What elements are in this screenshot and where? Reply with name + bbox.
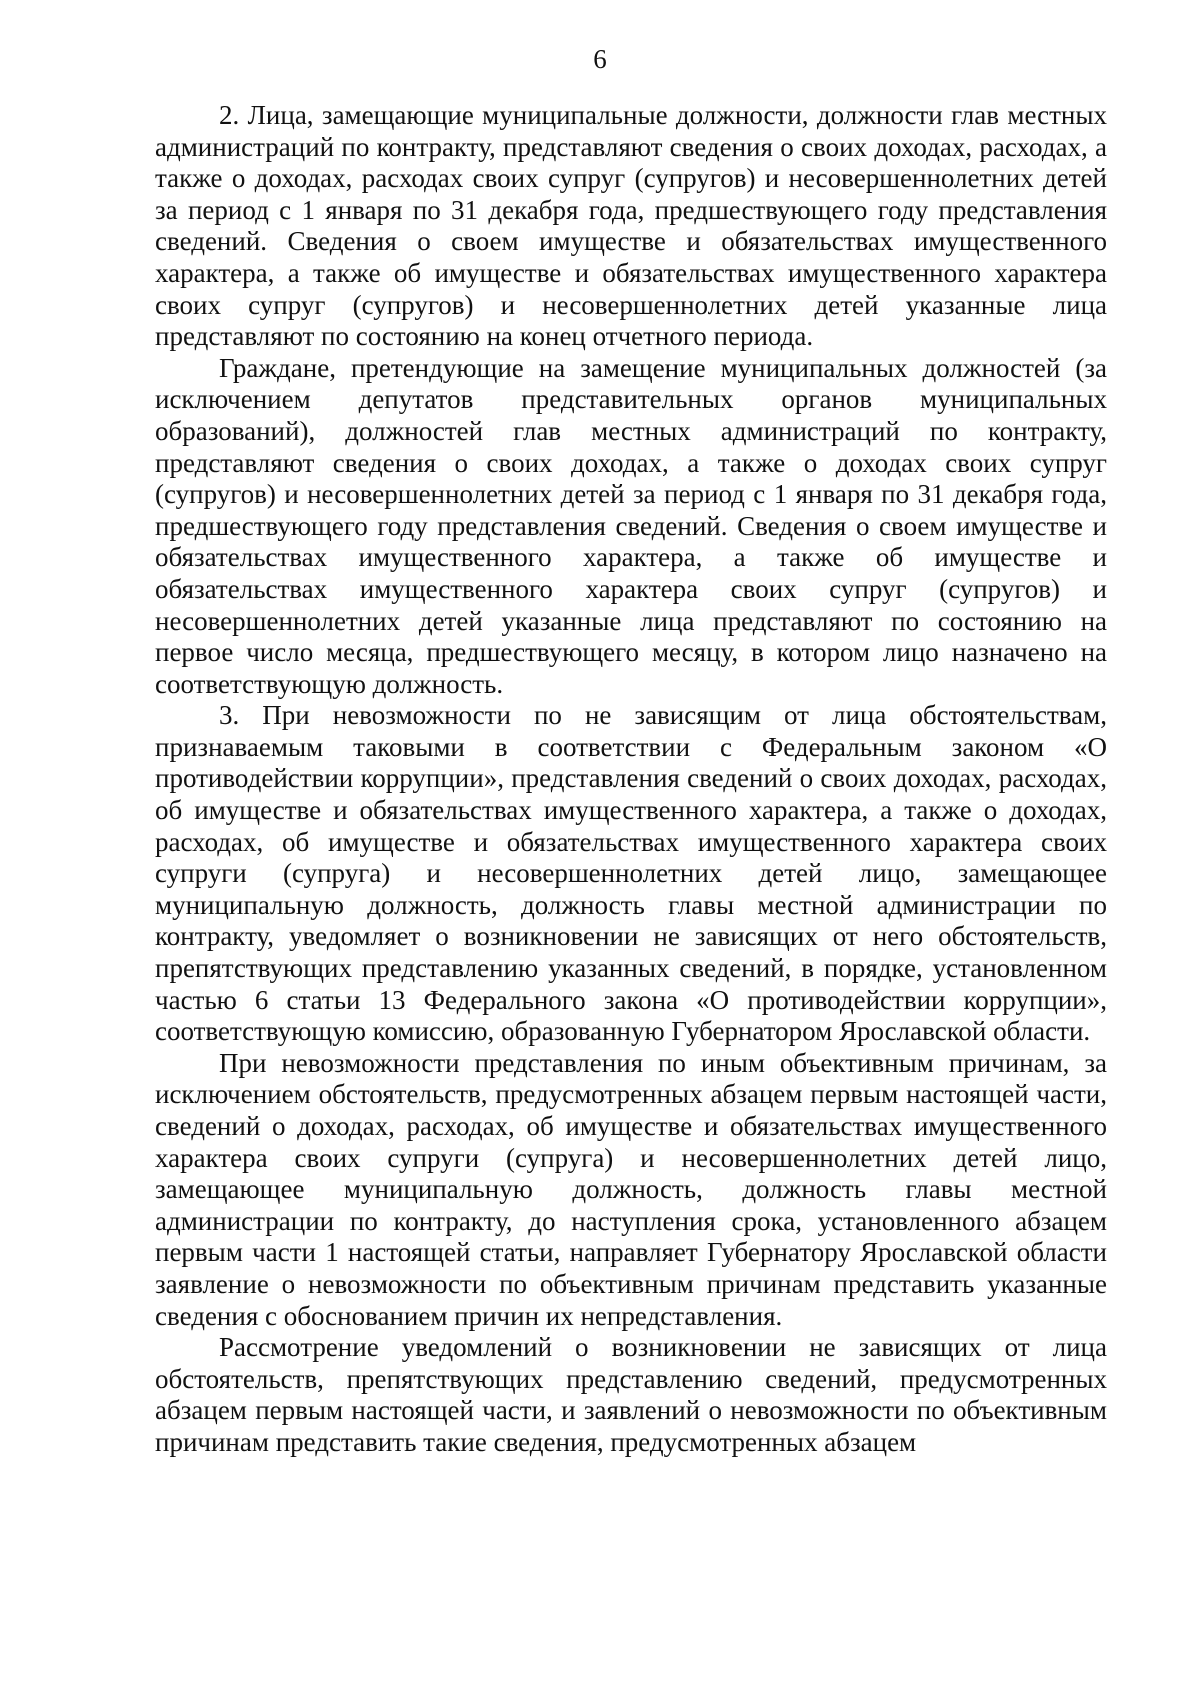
page-number: 6 [593, 44, 607, 74]
paragraph-citizens: Граждане, претендующие на замещение муниципальных должностей (за исключением депутатов представительных органов муниципальных образований), должностей глав местных администраций по контракту, представляют сведения о своих доходах, а также о доходах своих супруг (супругов) и несовершеннолетних детей за период с 1 января по 31 декабря года, предшествующего году представления сведений. Сведения о своем имуществе и обязательствах имущественного характера, а также об имуществе и обязательствах имущественного характера своих супруг (супругов) и несовершеннолетних детей указанные лица представляют по состоянию на первое число месяца, предшествующего месяцу, в котором лицо назначено на соответствующую должность. [155, 352, 1107, 699]
paragraph-review: Рассмотрение уведомлений о возникновении не зависящих от лица обстоятельств, препятствующих представлению сведений, предусмотренных абзацем первым настоящей части, и заявлений о невозможности по объективным причинам представить такие сведения, предусмотренных абзацем [155, 1332, 1107, 1457]
document-body [155, 100, 1107, 1459]
paragraph-other-reasons: При невозможности представления по иным объективным причинам, за исключением обстоятельств, предусмотренных абзацем первым настоящей части, сведений о доходах, расходах, об имуществе и обязательствах имущественного характера своих супруги (супруга) и несовершеннолетних детей лицо, замещающее муниципальную должность, должность главы местной администрации по контракту, до наступления срока, установленного абзацем первым части 1 настоящей статьи, направляет Губернатору Ярославской области заявление о невозможности по объективным причинам представить указанные сведения с обоснованием причин их непредставления. [155, 1047, 1107, 1331]
paragraph-2: 2. Лица, замещающие муниципальные должности, должности глав местных администраций по контракту, представляют сведения о своих доходах, расходах, а также о доходах, расходах своих супруг (супругов) и несовершеннолетних детей за период с 1 января по 31 декабря года, предшествующего году представления сведений. Сведения о своем имуществе и обязательствах имущественного характера, а также об имуществе и обязательствах имущественного характера своих супруг (супругов) и несовершеннолетних детей указанные лица представляют по состоянию на конец отчетного периода. [155, 100, 1107, 352]
paragraph-3: 3. При невозможности по не зависящим от лица обстоятельствам, признаваемым таковыми в соответствии с Федеральным законом «О противодействии коррупции», представления сведений о своих доходах, расходах, об имуществе и обязательствах имущественного характера, а также о доходах, расходах, об имуществе и обязательствах имущественного характера своих супруги (супруга) и несовершеннолетних детей лицо, замещающее муниципальную должность, должность главы местной администрации по контракту, уведомляет о возникновении не зависящих от него обстоятельств, препятствующих представлению указанных сведений, в порядке, установленном частью 6 статьи 13 Федерального закона «О противодействии коррупции», соответствующую комиссию, образованную Губернатором Ярославской области. [155, 700, 1107, 1047]
